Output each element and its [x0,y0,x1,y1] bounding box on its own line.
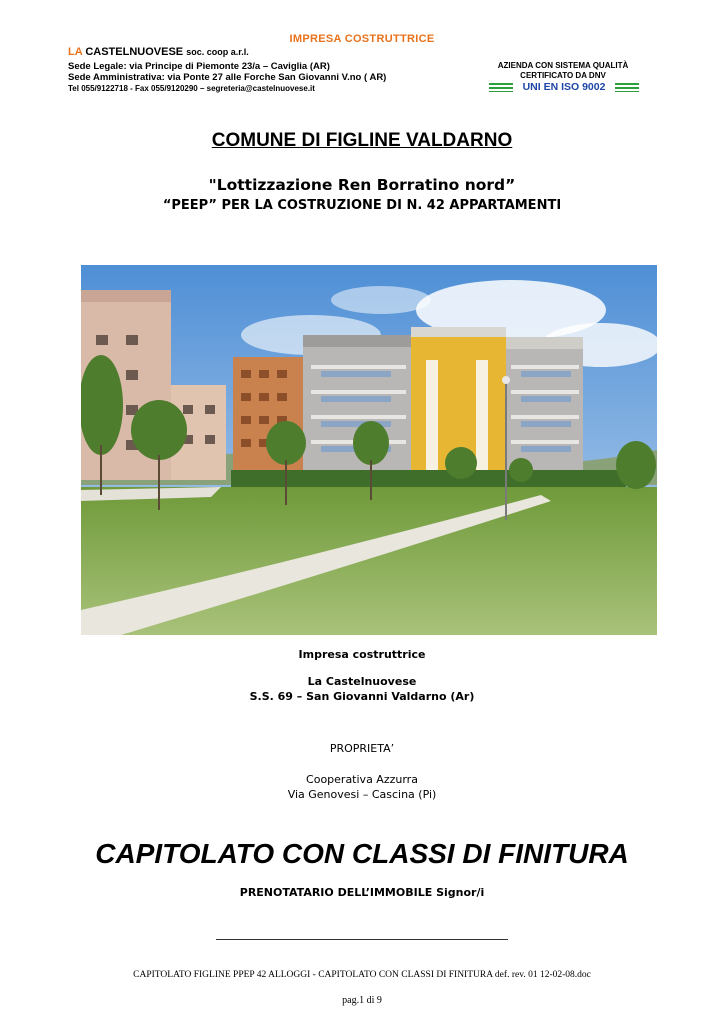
signature-line [216,939,508,940]
company-contacts: Tel 055/9122718 - Fax 055/9120290 – segreteria@castelnuovese.it [68,84,315,93]
impresa-address: S.S. 69 – San Giovanni Valdarno (Ar) [249,690,475,703]
impresa-label: Impresa costruttrice [298,648,426,661]
company-la: LA [68,46,83,58]
impresa-name: La Castelnuovese [307,675,417,688]
iso-bars-right-icon [615,83,639,92]
proprieta-label: PROPRIETA’ [329,742,395,755]
company-suffix: soc. coop a.r.l. [186,47,249,57]
building-rendering-image [81,265,657,635]
footer-filename: CAPITOLATO FIGLINE PPEP 42 ALLOGGI - CAPITOLATO CON CLASSI DI FINITURA def. rev. 01 12-02-08.doc [133,970,591,980]
iso-badge [489,81,639,95]
lottizzazione-title: "Lottizzazione Ren Borratino nord” [208,176,516,194]
prenotatario-label: PRENOTATARIO DELL’IMMOBILE Signor/i [239,886,485,899]
page-number: pag.1 di 9 [342,995,382,1006]
cert-line-1: AZIENDA CON SISTEMA QUALITÀ [497,61,629,70]
iso-bars-left-icon [489,83,513,92]
company-name-text: CASTELNUOVESE [85,46,184,58]
header-top-label: IMPRESA COSTRUTTRICE [289,33,435,45]
iso-label: UNI EN ISO 9002 [522,81,606,93]
capitolato-title: CAPITOLATO CON CLASSI DI FINITURA [95,838,629,869]
company-name [68,46,249,58]
peep-title: “PEEP” PER LA COSTRUZIONE DI N. 42 APPARTAMENTI [162,198,562,213]
cert-line-2: CERTIFICATO DA DNV [520,71,606,80]
sede-amministrativa: Sede Amministrativa: via Ponte 27 alle Forche San Giovanni V.no ( AR) [68,72,387,83]
proprieta-address: Via Genovesi – Cascina (Pi) [287,788,437,801]
comune-title: COMUNE DI FIGLINE VALDARNO [211,130,513,151]
proprieta-name: Cooperativa Azzurra [306,773,418,786]
sede-legale: Sede Legale: via Principe di Piemonte 23/a – Caviglia (AR) [68,61,330,72]
